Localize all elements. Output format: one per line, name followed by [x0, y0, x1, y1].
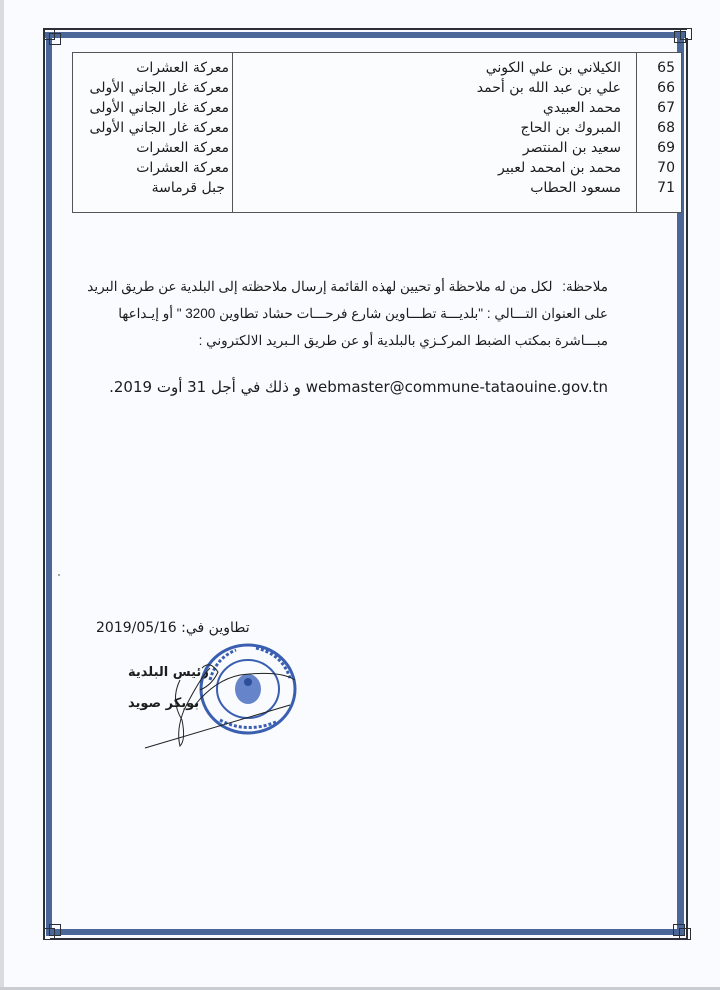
signatory-title: رئيس البلدية: [128, 665, 209, 680]
note-line-1: [88, 273, 608, 300]
row-place: جبل قرماسة: [151, 180, 225, 196]
deadline-text: و ذلك في أجل 31 أوت 2019.: [109, 378, 301, 396]
row-place: معركة العشرات: [136, 140, 229, 156]
row-name: الكيلاني بن علي الكوني: [485, 60, 621, 76]
frame-corner-tr-outer: [680, 28, 692, 40]
row-number: 68: [657, 120, 675, 136]
row-name: علي بن عبد الله بن أحمد: [476, 80, 621, 96]
date-label: تطاوين في:: [181, 620, 250, 636]
note-label: ملاحظة:: [562, 279, 608, 294]
frame-right-line: [686, 38, 688, 939]
column-separator: [232, 53, 233, 212]
row-place: معركة غار الجاني الأولى: [89, 100, 229, 116]
date-value: 2019/05/16: [96, 620, 177, 636]
frame-corner-tl-inner: [49, 33, 61, 45]
frame-corner-bl-inner: [49, 924, 61, 936]
note-line-2: على العنوان التـــالي : "بلديـــة تطـــاوين شارع فرحـــات حشاد تطاوين 3200 " أو إيـداعها: [118, 306, 608, 321]
row-place: معركة غار الجاني الأولى: [89, 80, 229, 96]
row-number: 70: [657, 160, 675, 176]
column-separator: [636, 53, 637, 212]
names-table: [72, 52, 682, 213]
row-place: معركة العشرات: [136, 60, 229, 76]
date-line: [96, 620, 250, 636]
email-link[interactable]: webmaster@commune-tataouine.gov.tn: [305, 378, 608, 396]
row-number: 69: [657, 140, 675, 156]
note-line-3: مبـــاشرة بمكتب الضبط المركـزي بالبلدية أو عن طريق الـبريد الالكتروني :: [198, 333, 608, 348]
row-number: 65: [657, 60, 675, 76]
handwritten-signature-icon: [140, 650, 310, 750]
row-place: معركة العشرات: [136, 160, 229, 176]
row-name: المبروك بن الحاج: [520, 120, 621, 136]
email-deadline-line: [109, 378, 608, 396]
frame-left-band: [46, 32, 52, 936]
note-line-1-text: لكل من له ملاحظة أو تحيين لهذه القائمة إرسال ملاحظته إلى البلدية عن طريق البريد: [87, 279, 553, 294]
scan-speck: [58, 574, 60, 576]
note-paragraph: [88, 273, 608, 354]
row-number: 67: [657, 100, 675, 116]
frame-top-line: [43, 28, 687, 30]
frame-corner-br-outer: [679, 928, 691, 940]
frame-bottom-line: [50, 938, 687, 940]
row-name: محمد بن امحمد لعبير: [498, 160, 621, 176]
frame-left-line: [43, 28, 45, 940]
row-number: 71: [657, 180, 675, 196]
row-name: محمد العبيدي: [542, 100, 621, 116]
row-name: سعيد بن المنتصر: [522, 140, 621, 156]
page-left-shade: [0, 0, 4, 990]
row-number: 66: [657, 80, 675, 96]
frame-top-band: [45, 32, 685, 38]
frame-bottom-band: [46, 929, 684, 935]
row-place: معركة غار الجاني الأولى: [89, 120, 229, 136]
row-name: مسعود الحطاب: [530, 180, 621, 196]
signatory-name: بوبكر صويد: [128, 696, 200, 711]
